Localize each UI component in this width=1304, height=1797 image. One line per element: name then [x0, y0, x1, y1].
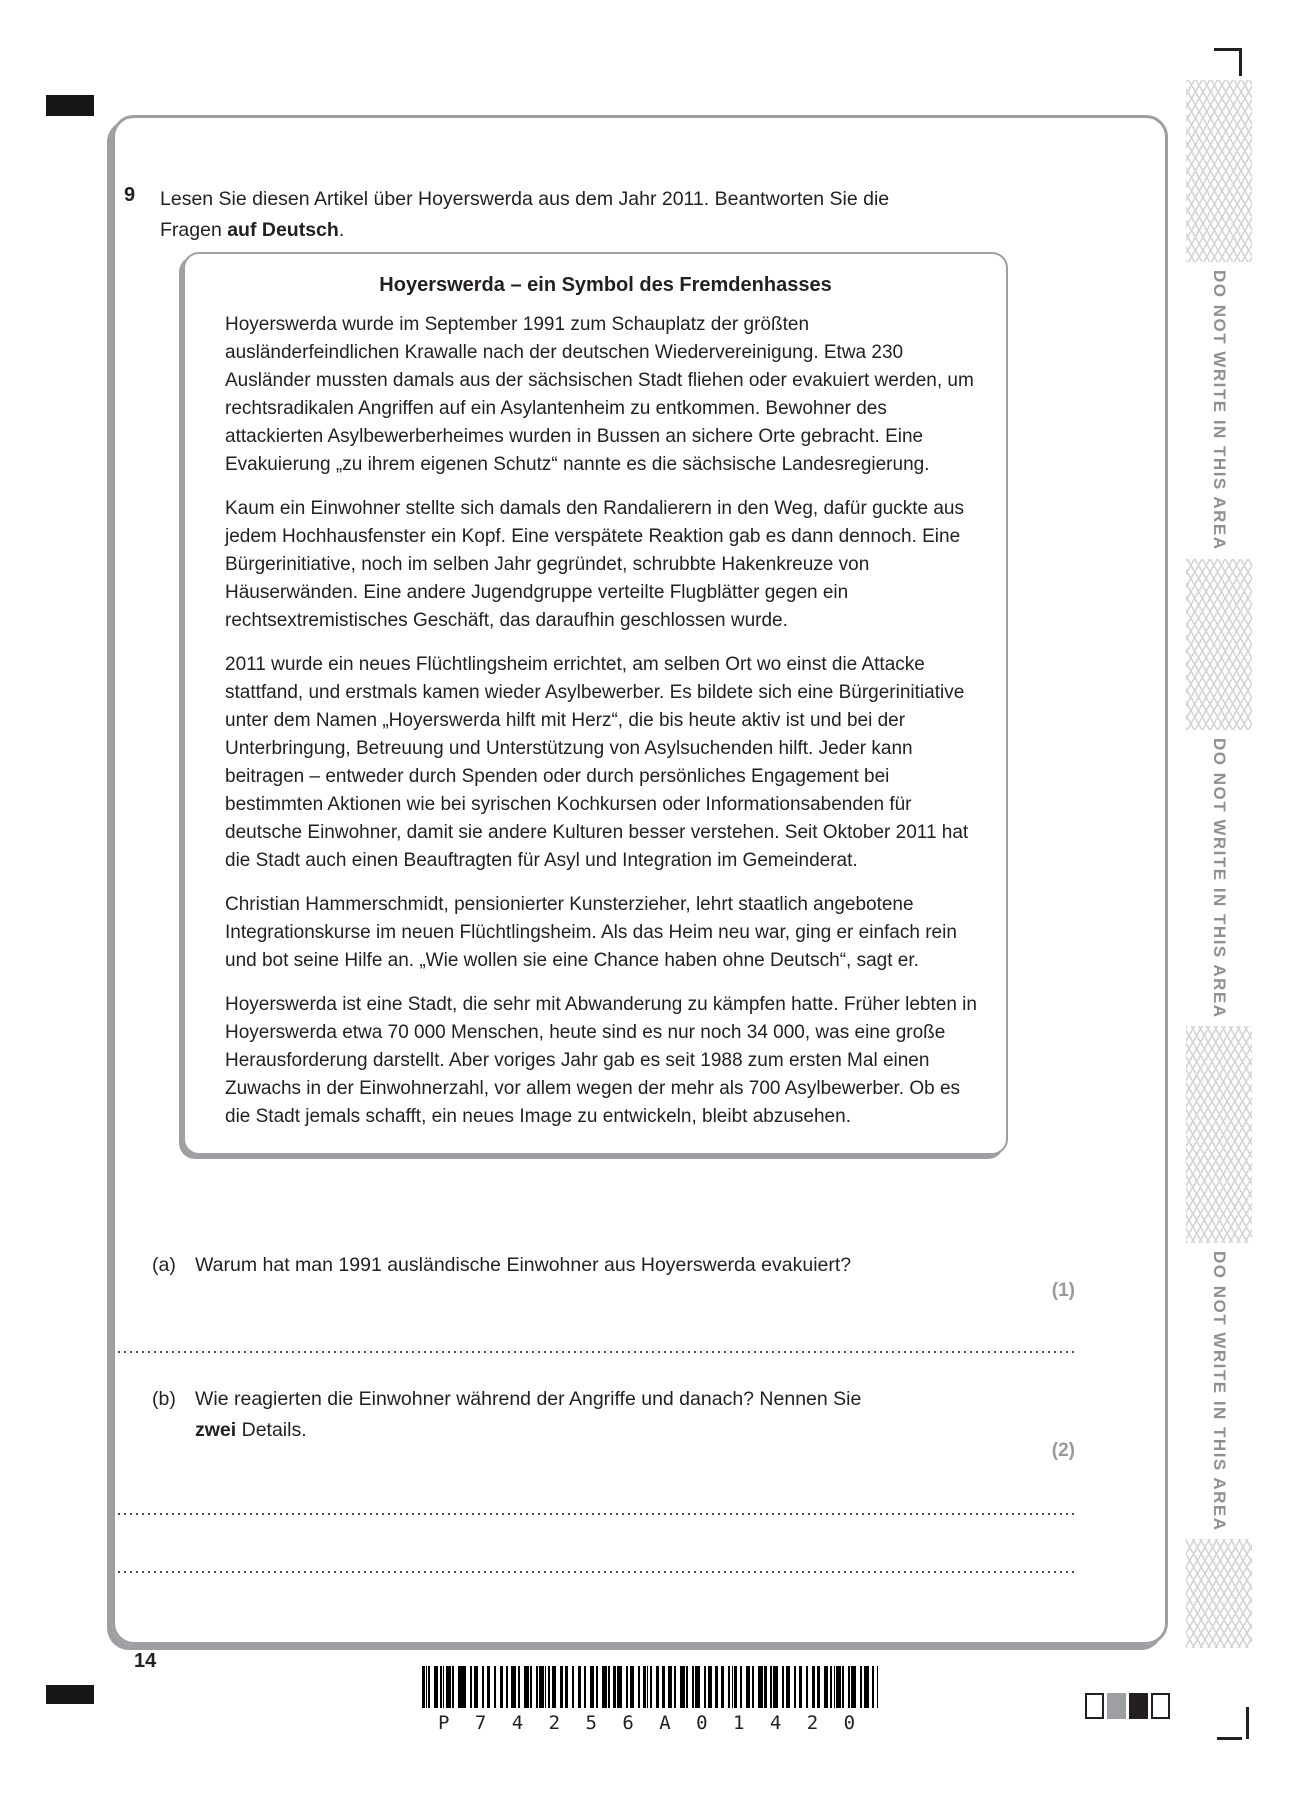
margin-hatch-pattern: [1186, 1026, 1252, 1243]
calibration-square-gray: [1107, 1693, 1126, 1719]
question-intro-line1: Lesen Sie diesen Artikel über Hoyerswerda aus dem Jahr 2011. Beantworten Sie die: [160, 188, 890, 210]
article-box: [183, 252, 1008, 1155]
calibration-square-white: [1151, 1693, 1170, 1719]
part-b-question: [152, 1384, 982, 1446]
article-title: Hoyerswerda – ein Symbol des Fremdenhasses: [379, 274, 832, 296]
part-a-marks-badge: (1): [1051, 1280, 1075, 1301]
margin-hatch-pattern: [1186, 1539, 1252, 1648]
margin-hatch-pattern: [1186, 80, 1252, 262]
corner-crop-mark-top-right: [1214, 48, 1242, 76]
registration-bar-bottom-left: [46, 1685, 94, 1704]
article-paragraph-3: 2011 wurde ein neues Flüchtlingsheim errichtet, am selben Ort wo einst die Attacke stattfand, und erstmals kamen wieder Asylbewerber. Es bildete sich eine Bürgerinitiative unter dem Namen „Hoyerswerda hilft mit Herz“, die bis heute aktiv ist und bei der Unterbringung, Betreuung und Unterstützung von Asylsuchenden hilft. Jeder kann beitragen – entweder durch Spenden oder durch persönliches Engagement bei bestimmten Aktionen wie bei syrischen Kochkursen oder Informationsabenden für deutsche Einwohner, damit sie andere Kulturen besser verstehen. Seit Oktober 2011 hat die Stadt auch einen Beauftragten für Asyl und Integration im Gemeinderat.: [225, 654, 969, 871]
answer-line-b2[interactable]: [118, 1570, 1078, 1573]
answer-line-a1[interactable]: [118, 1350, 1078, 1353]
part-b-marks-badge: (2): [1051, 1440, 1075, 1461]
question-intro-line2: Fragen auf Deutsch.: [160, 219, 345, 241]
do-not-write-text: DO NOT WRITE IN THIS AREA: [1210, 270, 1229, 551]
barcode-text: P 7 4 2 5 6 A 0 1 4 2 0: [437, 1712, 863, 1734]
question-number: 9: [124, 184, 136, 206]
part-b-label: (b): [152, 1388, 176, 1410]
calibration-square-black: [1129, 1693, 1148, 1719]
corner-crop-mark-bottom-right: [1217, 1737, 1242, 1740]
page-number: 14: [134, 1650, 157, 1672]
part-a-text: Warum hat man 1991 ausländische Einwohner aus Hoyerswerda evakuiert?: [195, 1254, 852, 1276]
part-a-label: (a): [152, 1254, 176, 1276]
part-b-text: Wie reagierten die Einwohner während der Angriffe und danach? Nennen Sie zwei Details.: [195, 1388, 862, 1441]
article-paragraph-5: Hoyerswerda ist eine Stadt, die sehr mit Abwanderung zu kämpfen hatte. Früher lebten in Hoyerswerda etwa 70 000 Menschen, heute sind es nur noch 34 000, was eine große Herausforderung darstellt. Aber voriges Jahr gab es seit 1988 zum ersten Mal einen Zuwachs in der Einwohnerzahl, vor allem wegen der mehr als 700 Asylbewerber. Ob es die Stadt jemals schafft, ein neues Image zu entwickeln, bleibt abzusehen.: [225, 994, 977, 1127]
article-paragraph-1: Hoyerswerda wurde im September 1991 zum Schauplatz der größten ausländerfeindlichen Krawalle nach der deutschen Wiedervereinigung. Etwa 230 Ausländer mussten damals aus der sächsischen Stadt fliehen oder evakuiert werden, um rechtsradikalen Angriffen auf ein Asylantenheim zu entkommen. Bewohner des attackierten Asylbewerberheimes wurden in Bussen an sichere Orte gebracht. Eine Evakuierung „zu ihrem eigenen Schutz“ nannte es die sächsische Landesregierung.: [225, 314, 974, 475]
article-paragraph-4: Christian Hammerschmidt, pensionierter Kunsterzieher, lehrt staatlich angebotene Integrationskurse im neuen Flüchtlingsheim. Als das Heim neu war, ging er einfach rein und bot seine Hilfe an. „Wie wollen sie eine Chance haben ohne Deutsch“, sagt er.: [225, 894, 957, 971]
corner-crop-mark-bottom-right: [1246, 1707, 1249, 1739]
calibration-square-white: [1085, 1693, 1104, 1719]
answer-line-b1[interactable]: [118, 1512, 1078, 1515]
barcode: [422, 1666, 878, 1708]
question-intro: [160, 184, 1000, 246]
print-calibration-squares: [1085, 1693, 1170, 1719]
do-not-write-text: DO NOT WRITE IN THIS AREA: [1210, 1250, 1229, 1532]
article-paragraph-2: Kaum ein Einwohner stellte sich damals den Randalierern in den Weg, dafür guckte aus jedem Hochhausfenster ein Kopf. Eine verspätete Reaktion gab es dann dennoch. Eine Bürgerinitiative, noch im selben Jahr gegründet, schrubbte Hakenkreuze von Häuserwänden. Eine andere Jugendgruppe verteilte Flugblätter gegen ein rechtsextremistisches Geschäft, das daraufhin geschlossen wurde.: [225, 498, 964, 631]
registration-bar-top-left: [46, 95, 94, 116]
do-not-write-text: DO NOT WRITE IN THIS AREA: [1210, 737, 1229, 1019]
margin-hatch-pattern: [1186, 559, 1252, 730]
part-a-question: [152, 1250, 982, 1281]
